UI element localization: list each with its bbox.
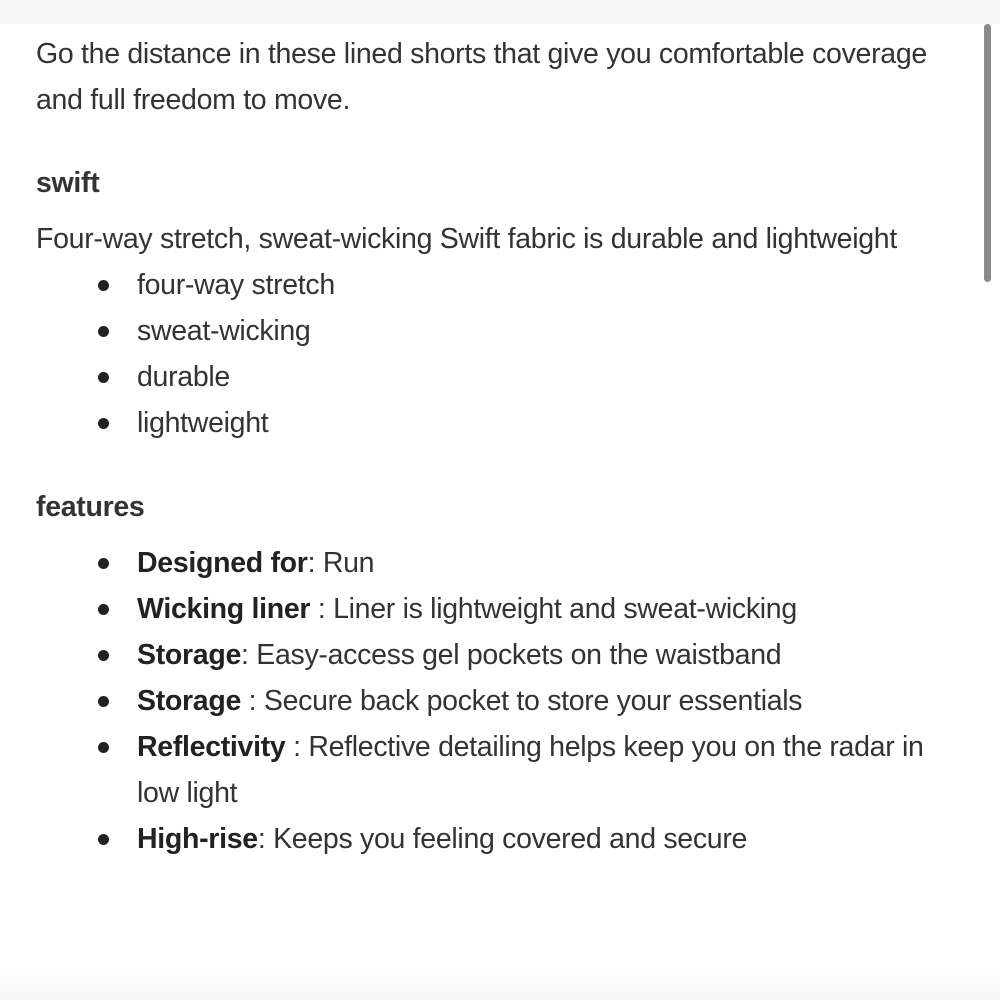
feature-item bbox=[36, 632, 971, 678]
feature-item bbox=[36, 724, 971, 816]
bottom-bar bbox=[0, 975, 1000, 1000]
fabric-list bbox=[36, 262, 971, 446]
feature-label: High-rise bbox=[137, 823, 258, 855]
scrollbar[interactable] bbox=[984, 24, 991, 282]
feature-text: Reflective detailing helps keep you on the radar in low light bbox=[137, 731, 924, 809]
separator: : bbox=[285, 731, 309, 763]
feature-item bbox=[36, 678, 971, 724]
feature-label: Reflectivity bbox=[137, 731, 286, 763]
list-item: durable bbox=[36, 354, 971, 400]
feature-text: Run bbox=[322, 547, 375, 579]
separator: : bbox=[241, 639, 257, 671]
top-bar bbox=[0, 0, 1000, 24]
feature-item bbox=[36, 816, 971, 862]
feature-label: Designed for bbox=[137, 547, 308, 579]
feature-item bbox=[36, 586, 971, 632]
feature-label: Storage bbox=[137, 685, 242, 717]
feature-label: Storage bbox=[137, 639, 242, 671]
features-list bbox=[36, 540, 971, 862]
separator: : bbox=[257, 823, 274, 855]
list-item: lightweight bbox=[36, 400, 971, 446]
feature-label: Wicking liner bbox=[137, 593, 311, 625]
feature-item bbox=[36, 540, 971, 586]
fabric-description: Four-way stretch, sweat-wicking Swift fabric is durable and lightweight bbox=[36, 223, 897, 255]
feature-text: Easy-access gel pockets on the waistband bbox=[256, 639, 782, 671]
list-item: sweat-wicking bbox=[36, 308, 971, 354]
features-heading: features bbox=[36, 491, 145, 523]
intro-text: Go the distance in these lined shorts that give you comfortable coverage and full freedom to move. bbox=[36, 38, 927, 116]
separator: : bbox=[241, 685, 264, 717]
fabric-heading: swift bbox=[36, 167, 100, 199]
separator: : bbox=[310, 593, 334, 625]
feature-text: Keeps you feeling covered and secure bbox=[273, 823, 748, 855]
product-description bbox=[36, 31, 971, 862]
separator: : bbox=[307, 547, 323, 579]
list-item: four-way stretch bbox=[36, 262, 971, 308]
feature-text: Secure back pocket to store your essentials bbox=[263, 685, 803, 717]
feature-text: Liner is lightweight and sweat-wicking bbox=[333, 593, 797, 625]
